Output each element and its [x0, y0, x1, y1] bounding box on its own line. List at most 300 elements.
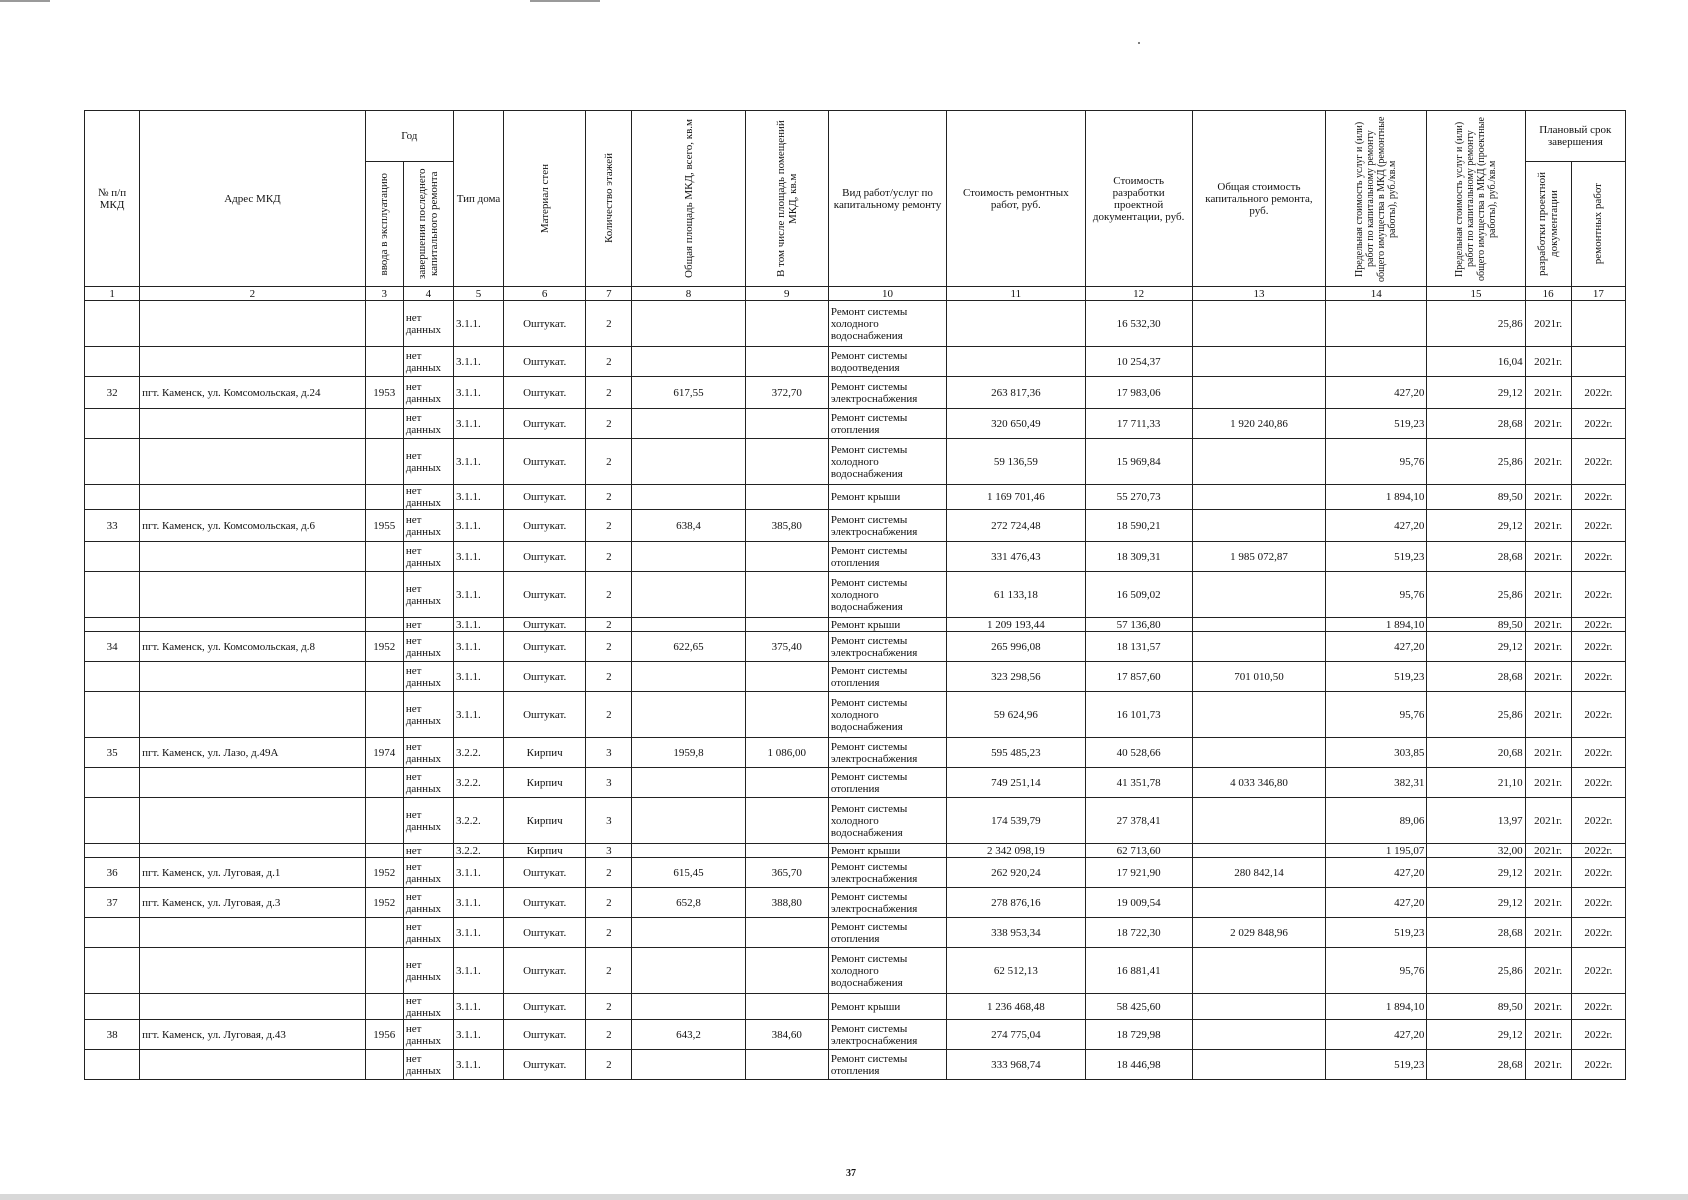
cell-term-repair: 2022г.	[1571, 377, 1625, 409]
cell-limit-repair	[1326, 347, 1427, 377]
cell-total-cost: 280 842,14	[1192, 858, 1325, 888]
cell-repair-cost	[947, 301, 1085, 347]
table-row	[85, 409, 1626, 439]
cell-term-repair: 2022г.	[1571, 632, 1625, 662]
cell-term-repair: 2022г.	[1571, 618, 1625, 632]
cell-repair-cost: 1 169 701,46	[947, 485, 1085, 510]
cell-area2	[745, 301, 828, 347]
cell-last-repair: нет	[403, 618, 453, 632]
cell-area2: 384,60	[745, 1020, 828, 1050]
cell-limit-repair	[1326, 301, 1427, 347]
cell-limit-repair: 95,76	[1326, 948, 1427, 994]
cell-term-repair: 2022г.	[1571, 510, 1625, 542]
cell-work-type: Ремонт системы холодного водоснабжения	[828, 301, 946, 347]
col-header-commission-year	[365, 162, 403, 287]
cell-work-type: Ремонт системы электроснабжения	[828, 888, 946, 918]
cell-term-design: 2021г.	[1525, 768, 1571, 798]
cell-house-type: 3.1.1.	[453, 948, 503, 994]
cell-work-type: Ремонт крыши	[828, 485, 946, 510]
cell-design-cost: 18 131,57	[1085, 632, 1192, 662]
cell-house-type: 3.1.1.	[453, 485, 503, 510]
cell-year	[365, 798, 403, 844]
cell-house-type: 3.1.1.	[453, 632, 503, 662]
cell-total-cost: 4 033 346,80	[1192, 768, 1325, 798]
cell-year	[365, 918, 403, 948]
cell-area	[632, 948, 745, 994]
cell-design-cost: 57 136,80	[1085, 618, 1192, 632]
page-number: 37	[846, 1168, 856, 1179]
cell-term-design: 2021г.	[1525, 692, 1571, 738]
cell-area: 622,65	[632, 632, 745, 662]
cell-house-type: 3.1.1.	[453, 301, 503, 347]
cell-term-repair: 2022г.	[1571, 768, 1625, 798]
cell-term-repair: 2022г.	[1571, 888, 1625, 918]
cell-design-cost: 16 532,30	[1085, 301, 1192, 347]
cell-floors: 2	[586, 662, 632, 692]
cell-area	[632, 768, 745, 798]
cell-area2: 365,70	[745, 858, 828, 888]
cell-wall-material: Оштукат.	[504, 994, 586, 1020]
cell-total-cost	[1192, 572, 1325, 618]
cell-wall-material: Оштукат.	[504, 377, 586, 409]
cell-design-cost: 18 446,98	[1085, 1050, 1192, 1080]
cell-year	[365, 439, 403, 485]
cell-last-repair: нет данных	[403, 542, 453, 572]
cell-address: пгт. Каменск, ул. Комсомольская, д.6	[140, 510, 366, 542]
cell-total-cost	[1192, 1050, 1325, 1080]
cell-address	[140, 994, 366, 1020]
cell-term-design: 2021г.	[1525, 948, 1571, 994]
cell-area2	[745, 1050, 828, 1080]
table-row	[85, 618, 1626, 632]
cell-design-cost: 10 254,37	[1085, 347, 1192, 377]
cell-year	[365, 692, 403, 738]
table-row	[85, 377, 1626, 409]
cell-area2	[745, 572, 828, 618]
cell-wall-material: Оштукат.	[504, 662, 586, 692]
cell-limit-repair: 1 195,07	[1326, 844, 1427, 858]
cell-num: 38	[85, 1020, 140, 1050]
cell-term-design: 2021г.	[1525, 572, 1571, 618]
cell-last-repair: нет данных	[403, 662, 453, 692]
cell-address	[140, 485, 366, 510]
cell-term-design: 2021г.	[1525, 1050, 1571, 1080]
cell-limit-design: 25,86	[1427, 572, 1525, 618]
cell-area: 615,45	[632, 858, 745, 888]
cell-term-design: 2021г.	[1525, 542, 1571, 572]
cell-repair-cost: 1 209 193,44	[947, 618, 1085, 632]
cell-address	[140, 409, 366, 439]
header-row-top	[85, 111, 1626, 162]
cell-address	[140, 798, 366, 844]
cell-total-cost: 1 920 240,86	[1192, 409, 1325, 439]
cell-year	[365, 948, 403, 994]
col-number: 3	[365, 287, 403, 301]
col-number: 14	[1326, 287, 1427, 301]
cell-year: 1974	[365, 738, 403, 768]
cell-wall-material: Оштукат.	[504, 1020, 586, 1050]
cell-wall-material: Оштукат.	[504, 858, 586, 888]
cell-last-repair: нет данных	[403, 301, 453, 347]
cell-year: 1955	[365, 510, 403, 542]
cell-limit-repair: 519,23	[1326, 918, 1427, 948]
cell-term-repair: 2022г.	[1571, 948, 1625, 994]
cell-area2	[745, 618, 828, 632]
cell-area2: 375,40	[745, 632, 828, 662]
cell-wall-material: Оштукат.	[504, 632, 586, 662]
cell-year	[365, 542, 403, 572]
cell-limit-repair: 95,76	[1326, 572, 1427, 618]
cell-floors: 2	[586, 918, 632, 948]
cell-repair-cost: 2 342 098,19	[947, 844, 1085, 858]
cell-last-repair: нет данных	[403, 439, 453, 485]
col-header-last-repair-year-text: завершения последнего капитального ремонта	[416, 168, 441, 280]
table-row	[85, 948, 1626, 994]
cell-limit-design: 20,68	[1427, 738, 1525, 768]
cell-address: пгт. Каменск, ул. Луговая, д.3	[140, 888, 366, 918]
cell-wall-material: Оштукат.	[504, 542, 586, 572]
cell-limit-design: 89,50	[1427, 618, 1525, 632]
col-header-term-repair	[1571, 162, 1625, 287]
cell-area	[632, 542, 745, 572]
cell-floors: 2	[586, 858, 632, 888]
cell-area2	[745, 918, 828, 948]
scan-bottom-edge	[0, 1194, 1688, 1200]
cell-limit-design: 28,68	[1427, 918, 1525, 948]
cell-house-type: 3.1.1.	[453, 662, 503, 692]
table-row	[85, 542, 1626, 572]
col-header-limit-design	[1427, 111, 1525, 287]
cell-design-cost: 19 009,54	[1085, 888, 1192, 918]
cell-total-cost	[1192, 618, 1325, 632]
cell-address	[140, 918, 366, 948]
cell-design-cost: 18 590,21	[1085, 510, 1192, 542]
cell-limit-repair: 519,23	[1326, 662, 1427, 692]
cell-repair-cost: 1 236 468,48	[947, 994, 1085, 1020]
col-header-limit-repair-text: Предельная стоимость услуг и (или) работ по капитальному ремонту общего имущества в МКД (ремонтные работы), руб./кв.м	[1354, 115, 1399, 282]
cell-limit-repair: 427,20	[1326, 1020, 1427, 1050]
col-header-total-area	[632, 111, 745, 287]
cell-address	[140, 439, 366, 485]
cell-limit-repair: 89,06	[1326, 798, 1427, 844]
cell-limit-repair: 1 894,10	[1326, 485, 1427, 510]
cell-term-repair: 2022г.	[1571, 409, 1625, 439]
cell-limit-design: 89,50	[1427, 485, 1525, 510]
column-number-row	[85, 287, 1626, 301]
cell-house-type: 3.1.1.	[453, 618, 503, 632]
cell-wall-material: Кирпич	[504, 798, 586, 844]
cell-house-type: 3.1.1.	[453, 510, 503, 542]
cell-area	[632, 409, 745, 439]
cell-address	[140, 1050, 366, 1080]
cell-year	[365, 618, 403, 632]
cell-limit-repair: 1 894,10	[1326, 994, 1427, 1020]
cell-num	[85, 948, 140, 994]
cell-limit-design: 29,12	[1427, 858, 1525, 888]
cell-work-type: Ремонт системы холодного водоснабжения	[828, 798, 946, 844]
cell-design-cost: 17 857,60	[1085, 662, 1192, 692]
cell-limit-repair: 427,20	[1326, 377, 1427, 409]
cell-total-cost	[1192, 738, 1325, 768]
cell-repair-cost: 331 476,43	[947, 542, 1085, 572]
cell-total-cost: 2 029 848,96	[1192, 918, 1325, 948]
cell-num: 32	[85, 377, 140, 409]
cell-work-type: Ремонт системы отопления	[828, 409, 946, 439]
cell-limit-design: 25,86	[1427, 948, 1525, 994]
cell-repair-cost: 323 298,56	[947, 662, 1085, 692]
col-number: 5	[453, 287, 503, 301]
cell-num	[85, 485, 140, 510]
cell-term-design: 2021г.	[1525, 888, 1571, 918]
cell-floors: 2	[586, 409, 632, 439]
col-header-limit-repair	[1326, 111, 1427, 287]
cell-year	[365, 844, 403, 858]
cell-limit-design: 25,86	[1427, 439, 1525, 485]
cell-house-type: 3.1.1.	[453, 692, 503, 738]
cell-repair-cost	[947, 347, 1085, 377]
cell-floors: 2	[586, 542, 632, 572]
scan-artifact-dot	[1138, 42, 1140, 44]
cell-repair-cost: 595 485,23	[947, 738, 1085, 768]
cell-repair-cost: 278 876,16	[947, 888, 1085, 918]
cell-work-type: Ремонт системы электроснабжения	[828, 858, 946, 888]
cell-work-type: Ремонт системы отопления	[828, 918, 946, 948]
table-row	[85, 632, 1626, 662]
cell-last-repair: нет данных	[403, 1020, 453, 1050]
col-header-last-repair-year	[403, 162, 453, 287]
cell-num	[85, 844, 140, 858]
cell-term-repair: 2022г.	[1571, 1020, 1625, 1050]
cell-area: 638,4	[632, 510, 745, 542]
cell-term-design: 2021г.	[1525, 844, 1571, 858]
cell-total-cost	[1192, 692, 1325, 738]
cell-address: пгт. Каменск, ул. Луговая, д.1	[140, 858, 366, 888]
cell-address	[140, 692, 366, 738]
cell-term-repair: 2022г.	[1571, 994, 1625, 1020]
cell-design-cost: 17 921,90	[1085, 858, 1192, 888]
cell-address	[140, 618, 366, 632]
cell-area	[632, 347, 745, 377]
cell-wall-material: Кирпич	[504, 844, 586, 858]
cell-total-cost	[1192, 798, 1325, 844]
cell-limit-design: 89,50	[1427, 994, 1525, 1020]
cell-limit-repair: 519,23	[1326, 1050, 1427, 1080]
cell-work-type: Ремонт системы электроснабжения	[828, 632, 946, 662]
cell-work-type: Ремонт системы электроснабжения	[828, 738, 946, 768]
col-number: 15	[1427, 287, 1525, 301]
cell-limit-design: 28,68	[1427, 409, 1525, 439]
cell-limit-design: 25,86	[1427, 301, 1525, 347]
cell-area	[632, 692, 745, 738]
col-header-commission-year-text: ввода в эксплуатацию	[378, 172, 391, 276]
cell-year: 1952	[365, 858, 403, 888]
col-header-wall-material-text: Материал стен	[538, 163, 551, 234]
cell-house-type: 3.1.1.	[453, 1020, 503, 1050]
col-header-limit-design-text: Предельная стоимость услуг и (или) работ по капитальному ремонту общего имущества в МКД (проектные работы), руб./кв.м	[1453, 116, 1498, 281]
cell-design-cost: 16 881,41	[1085, 948, 1192, 994]
cell-area	[632, 485, 745, 510]
cell-area2: 388,80	[745, 888, 828, 918]
cell-floors: 2	[586, 692, 632, 738]
cell-term-design: 2021г.	[1525, 1020, 1571, 1050]
cell-num	[85, 918, 140, 948]
cell-repair-cost: 338 953,34	[947, 918, 1085, 948]
cell-area2	[745, 798, 828, 844]
cell-year: 1952	[365, 632, 403, 662]
cell-address: пгт. Каменск, ул. Комсомольская, д.8	[140, 632, 366, 662]
cell-total-cost	[1192, 994, 1325, 1020]
cell-term-design: 2021г.	[1525, 485, 1571, 510]
cell-total-cost	[1192, 844, 1325, 858]
cell-area: 643,2	[632, 1020, 745, 1050]
cell-area2: 385,80	[745, 510, 828, 542]
cell-limit-repair: 95,76	[1326, 439, 1427, 485]
cell-num	[85, 618, 140, 632]
table-row	[85, 858, 1626, 888]
col-number: 10	[828, 287, 946, 301]
cell-total-cost	[1192, 888, 1325, 918]
cell-repair-cost: 274 775,04	[947, 1020, 1085, 1050]
cell-wall-material: Оштукат.	[504, 485, 586, 510]
cell-total-cost	[1192, 510, 1325, 542]
cell-design-cost: 16 509,02	[1085, 572, 1192, 618]
cell-floors: 2	[586, 632, 632, 662]
col-number: 11	[947, 287, 1085, 301]
cell-term-repair: 2022г.	[1571, 542, 1625, 572]
cell-address	[140, 662, 366, 692]
cell-area2	[745, 844, 828, 858]
cell-term-repair: 2022г.	[1571, 738, 1625, 768]
cell-num: 36	[85, 858, 140, 888]
cell-last-repair: нет данных	[403, 632, 453, 662]
cell-wall-material: Оштукат.	[504, 918, 586, 948]
cell-floors: 3	[586, 798, 632, 844]
cell-num	[85, 692, 140, 738]
col-header-num: № п/п МКД	[85, 111, 140, 287]
cell-limit-repair: 303,85	[1326, 738, 1427, 768]
cell-area	[632, 301, 745, 347]
cell-work-type: Ремонт системы холодного водоснабжения	[828, 439, 946, 485]
cell-repair-cost: 174 539,79	[947, 798, 1085, 844]
col-header-term-design-text: разработки проектной документации	[1536, 171, 1561, 277]
cell-design-cost: 62 713,60	[1085, 844, 1192, 858]
cell-last-repair: нет данных	[403, 858, 453, 888]
col-header-design-cost: Стоимость разработки проектной документации, руб.	[1085, 111, 1192, 287]
cell-design-cost: 18 722,30	[1085, 918, 1192, 948]
table-row	[85, 994, 1626, 1020]
cell-num	[85, 572, 140, 618]
cell-limit-design: 25,86	[1427, 692, 1525, 738]
cell-repair-cost: 272 724,48	[947, 510, 1085, 542]
cell-area	[632, 618, 745, 632]
table-row	[85, 918, 1626, 948]
cell-design-cost: 58 425,60	[1085, 994, 1192, 1020]
col-header-wall-material	[504, 111, 586, 287]
cell-term-repair: 2022г.	[1571, 1050, 1625, 1080]
cell-wall-material: Оштукат.	[504, 888, 586, 918]
cell-address	[140, 768, 366, 798]
cell-house-type: 3.1.1.	[453, 888, 503, 918]
cell-house-type: 3.1.1.	[453, 1050, 503, 1080]
cell-last-repair: нет данных	[403, 888, 453, 918]
cell-wall-material: Оштукат.	[504, 948, 586, 994]
cell-term-design: 2021г.	[1525, 347, 1571, 377]
cell-total-cost	[1192, 347, 1325, 377]
cell-term-design: 2021г.	[1525, 738, 1571, 768]
cell-year	[365, 768, 403, 798]
cell-repair-cost: 749 251,14	[947, 768, 1085, 798]
cell-work-type: Ремонт системы отопления	[828, 768, 946, 798]
cell-area2	[745, 692, 828, 738]
table-row	[85, 1050, 1626, 1080]
cell-wall-material: Оштукат.	[504, 572, 586, 618]
cell-wall-material: Кирпич	[504, 768, 586, 798]
table-row	[85, 301, 1626, 347]
cell-term-design: 2021г.	[1525, 918, 1571, 948]
cell-area2	[745, 485, 828, 510]
col-header-term-repair-text: ремонтных работ	[1592, 183, 1605, 265]
cell-repair-cost: 59 624,96	[947, 692, 1085, 738]
cell-design-cost: 18 729,98	[1085, 1020, 1192, 1050]
cell-num: 37	[85, 888, 140, 918]
cell-area2	[745, 542, 828, 572]
cell-total-cost	[1192, 377, 1325, 409]
cell-house-type: 3.2.2.	[453, 738, 503, 768]
cell-area: 617,55	[632, 377, 745, 409]
cell-address	[140, 542, 366, 572]
cell-limit-design: 28,68	[1427, 1050, 1525, 1080]
cell-area	[632, 662, 745, 692]
cell-work-type: Ремонт системы холодного водоснабжения	[828, 692, 946, 738]
cell-house-type: 3.1.1.	[453, 409, 503, 439]
cell-limit-repair: 519,23	[1326, 409, 1427, 439]
cell-area2	[745, 994, 828, 1020]
cell-design-cost: 27 378,41	[1085, 798, 1192, 844]
cell-floors: 2	[586, 485, 632, 510]
cell-floors: 2	[586, 1020, 632, 1050]
cell-address	[140, 572, 366, 618]
table-row	[85, 888, 1626, 918]
cell-last-repair: нет данных	[403, 485, 453, 510]
cell-limit-repair: 1 894,10	[1326, 618, 1427, 632]
cell-area2: 372,70	[745, 377, 828, 409]
capital-repair-table	[84, 110, 1626, 1080]
cell-work-type: Ремонт системы отопления	[828, 662, 946, 692]
cell-last-repair: нет данных	[403, 738, 453, 768]
cell-repair-cost: 62 512,13	[947, 948, 1085, 994]
cell-repair-cost: 333 968,74	[947, 1050, 1085, 1080]
cell-design-cost: 18 309,31	[1085, 542, 1192, 572]
cell-last-repair: нет данных	[403, 572, 453, 618]
table-row	[85, 692, 1626, 738]
cell-design-cost: 16 101,73	[1085, 692, 1192, 738]
cell-floors: 2	[586, 888, 632, 918]
cell-wall-material: Оштукат.	[504, 510, 586, 542]
col-number: 1	[85, 287, 140, 301]
scan-artifact-line	[0, 0, 50, 2]
cell-term-repair: 2022г.	[1571, 572, 1625, 618]
cell-term-repair: 2022г.	[1571, 918, 1625, 948]
cell-limit-repair: 427,20	[1326, 858, 1427, 888]
cell-repair-cost: 265 996,08	[947, 632, 1085, 662]
cell-repair-cost: 262 920,24	[947, 858, 1085, 888]
cell-floors: 2	[586, 1050, 632, 1080]
cell-address: пгт. Каменск, ул. Комсомольская, д.24	[140, 377, 366, 409]
col-header-house-type: Тип дома	[453, 111, 503, 287]
col-number: 13	[1192, 287, 1325, 301]
cell-work-type: Ремонт системы электроснабжения	[828, 510, 946, 542]
cell-last-repair: нет данных	[403, 347, 453, 377]
